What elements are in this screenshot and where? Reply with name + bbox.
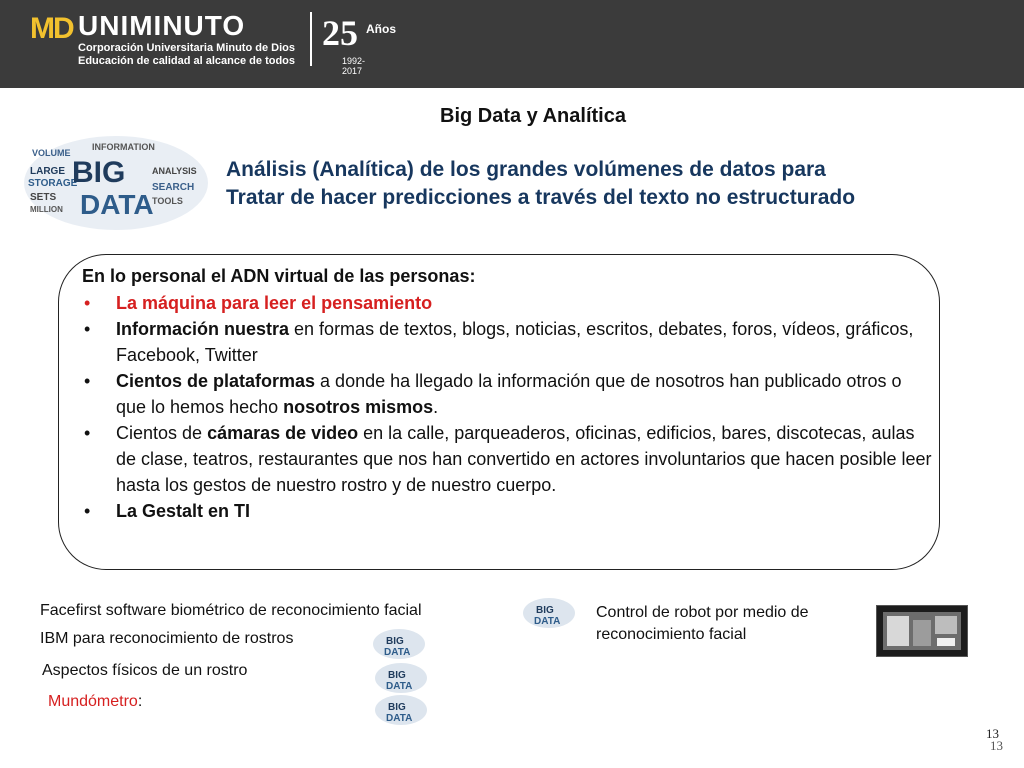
item-bold-text: cámaras de video	[207, 423, 359, 443]
mini-cloud-big: BIG	[536, 605, 554, 616]
item-bold-text: nosotros mismos	[283, 397, 434, 417]
mini-cloud-data: DATA	[384, 647, 411, 658]
logo-divider	[310, 12, 312, 66]
item-bold-text: La Gestalt en TI	[116, 501, 251, 521]
mundometro-label[interactable]: Mundómetro	[48, 693, 138, 710]
anniversary-number: 25	[322, 13, 358, 53]
item-text: en formas de textos, blogs, noticias, escritos, debates, foros, vídeos, gráficos, Facebook, Twitter	[116, 319, 914, 365]
list-item	[82, 316, 932, 368]
box-heading: En lo personal el ADN virtual de las personas:	[82, 266, 476, 286]
mini-cloud-big: BIG	[388, 702, 406, 713]
subtitle-line-2: Tratar de hacer predicciones a través del texto no estructurado	[226, 186, 856, 209]
bullet-list	[82, 290, 932, 524]
bullet-dot: •	[84, 293, 91, 313]
wordcloud-word: ANALYSIS	[152, 166, 197, 176]
page-number-shadow: 13	[990, 738, 1003, 753]
link-facefirst[interactable]: Facefirst software biométrico de reconocimiento facial	[40, 602, 422, 619]
mini-wordcloud-icon[interactable]	[522, 597, 576, 629]
slide-subtitle	[226, 156, 855, 212]
page-number: 13	[986, 726, 999, 741]
mini-wordcloud-icon[interactable]	[372, 628, 426, 660]
wordcloud-word: MILLION	[30, 205, 63, 214]
bullet-dot: •	[84, 423, 91, 443]
wordcloud-data: DATA	[80, 189, 154, 220]
wordcloud-word: TOOLS	[152, 196, 183, 206]
header-bar	[0, 0, 1024, 88]
anniversary-years: 1992-2017	[342, 56, 366, 76]
wordcloud-word: VOLUME	[32, 148, 71, 158]
uniminuto-logo	[30, 8, 396, 76]
anniversary-word: Años	[366, 22, 396, 36]
subtitle-line-1: Análisis (Analítica) de los grandes volúmenes de datos para	[226, 158, 826, 181]
robot-line-2: reconocimiento facial	[596, 626, 747, 643]
bullet-dot: •	[84, 501, 91, 521]
link-mundometro[interactable]	[48, 693, 142, 711]
list-item	[82, 368, 932, 420]
wordcloud-word: STORAGE	[28, 178, 78, 189]
bullet-dot: •	[84, 371, 91, 391]
wordcloud-word: SEARCH	[152, 182, 195, 193]
mini-wordcloud-icon[interactable]	[374, 662, 428, 694]
logo-subtitle-2: Educación de calidad al alcance de todos	[78, 55, 296, 67]
wordcloud-word: INFORMATION	[92, 142, 155, 152]
link-aspectos[interactable]: Aspectos físicos de un rostro	[42, 662, 248, 679]
mini-wordcloud-icon[interactable]	[374, 694, 428, 726]
big-data-wordcloud-image	[22, 134, 210, 232]
list-item	[82, 290, 932, 316]
mini-cloud-big: BIG	[386, 636, 404, 647]
logo-md-mark: MD	[30, 12, 73, 45]
wordcloud-big: BIG	[72, 156, 126, 189]
item-text: a donde ha llegado la información que de nosotros han publicado otros o que lo hemos hecho	[116, 371, 902, 417]
list-item	[82, 420, 932, 498]
link-ibm[interactable]: IBM para reconocimiento de rostros	[40, 630, 294, 647]
slide-title: Big Data y Analítica	[440, 105, 626, 127]
bullet-dot: •	[84, 319, 91, 339]
robot-line-1: Control de robot por medio de	[596, 604, 809, 621]
wordcloud-word: SETS	[30, 192, 57, 203]
wordcloud-word: LARGE	[30, 166, 65, 177]
link-robot-control[interactable]	[596, 602, 809, 646]
mini-cloud-data: DATA	[386, 713, 413, 724]
item-bold-text: La máquina para leer el pensamiento	[116, 293, 433, 313]
logo-subtitle-1: Corporación Universitaria Minuto de Dios	[78, 42, 295, 54]
item-text: en la calle, parqueaderos, oficinas, edificios, bares, discotecas, aulas de clase, teatros, restaurantes que nos han convertido en actores involuntarios que hacen posible leer hasta los gestos de nuestro rostro y de nuestro cuerpo.	[116, 423, 932, 495]
logo-uni-name: UNIMINUTO	[78, 10, 246, 41]
item-text: Cientos de	[116, 423, 208, 443]
mini-cloud-big: BIG	[388, 670, 406, 681]
mini-cloud-data: DATA	[386, 681, 413, 692]
mini-cloud-data: DATA	[534, 616, 561, 627]
mundometro-colon: :	[137, 693, 143, 710]
video-thumbnail[interactable]	[876, 605, 968, 657]
list-item	[82, 498, 932, 524]
item-bold-text: Cientos de plataformas	[116, 371, 316, 391]
item-bold-text: Información nuestra	[116, 319, 290, 339]
item-text: .	[433, 397, 439, 417]
